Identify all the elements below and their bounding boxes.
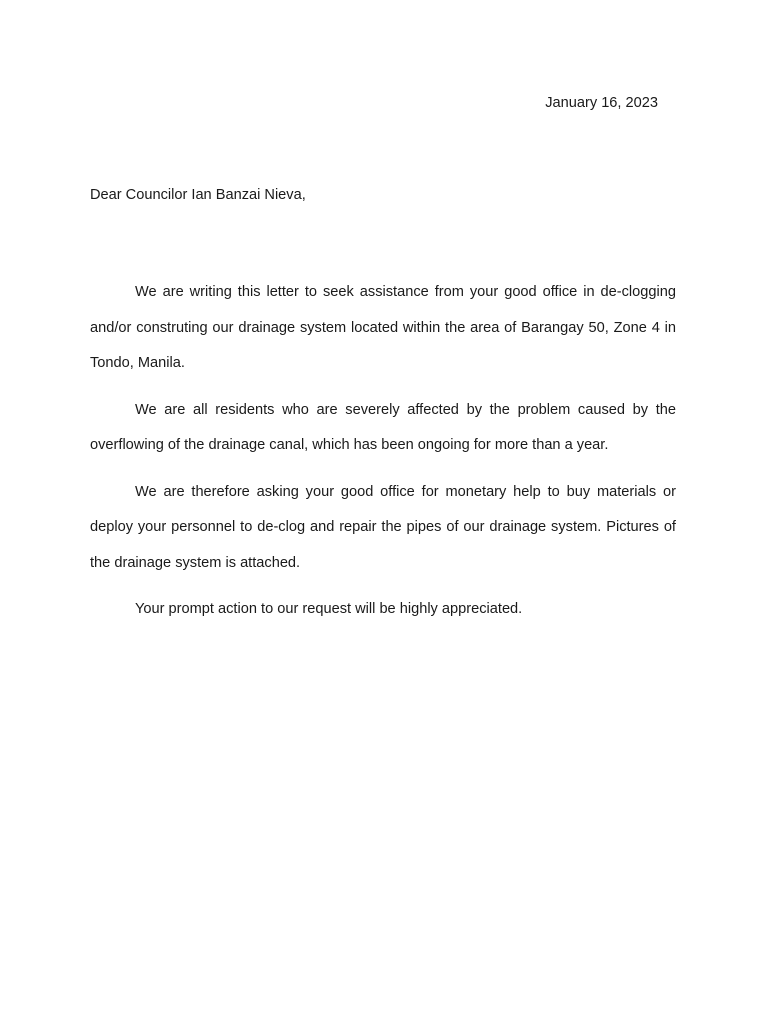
letter-date: January 16, 2023 <box>545 95 658 111</box>
letter-salutation: Dear Councilor Ian Banzai Nieva, <box>90 187 306 203</box>
letter-paragraph: We are writing this letter to seek assistance from your good office in de-clogging and/or construting our drainage system located within the area of Barangay 50, Zone 4 in Tondo, Manila. <box>90 284 676 371</box>
letter-paragraph: We are all residents who are severely affected by the problem caused by the overflowing of the drainage canal, which has been ongoing for more than a year. <box>90 401 676 453</box>
letter-paragraph: Your prompt action to our request will be highly appreciated. <box>135 601 523 617</box>
letter-body <box>90 275 676 639</box>
letter-paragraph: We are therefore asking your good office for monetary help to buy materials or deploy your personnel to de-clog and repair the pipes of our drainage system. Pictures of the drainage system is attached. <box>90 483 676 571</box>
